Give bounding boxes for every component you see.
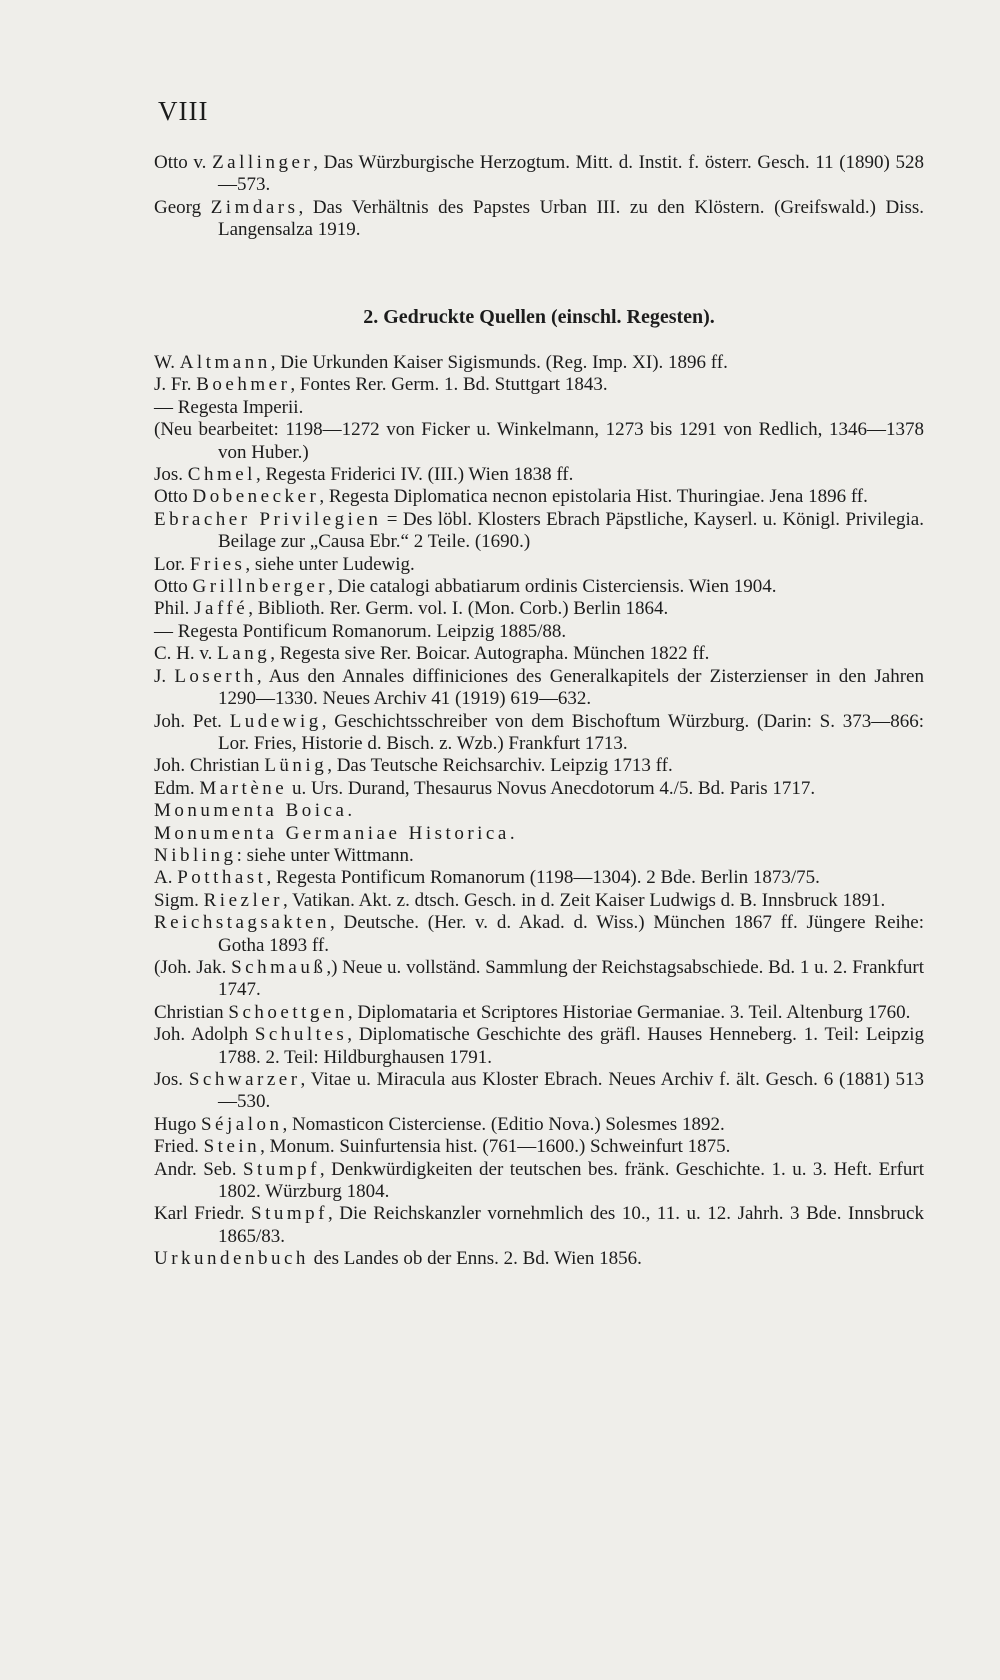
entry-text: , Diplomataria et Scriptores Historiae Germaniae. 3. Teil. Altenburg 1760.: [347, 1001, 911, 1023]
bibliography-entry: [154, 397, 924, 419]
printed-sources-list: [154, 352, 924, 1271]
entry-text: : siehe unter Wittmann.: [236, 844, 414, 866]
bibliography-entry: [154, 598, 924, 620]
entry-author: Grillnberger: [192, 576, 329, 598]
entry-text: = Des löbl. Klosters Ebrach Päpstliche, Kayserl. u. Königl. Privilegia. Beilage zur „Causa Ebr.“ 2 Teile. (1690.): [218, 508, 924, 553]
entry-prefix: Lor.: [154, 553, 190, 575]
entry-author: Lünig: [264, 755, 328, 777]
bibliography-entry: [154, 890, 924, 912]
entry-author: Fries: [189, 553, 246, 575]
entry-text: .: [347, 800, 353, 822]
entry-prefix: Phil.: [154, 598, 195, 620]
entry-prefix: Andr. Seb.: [154, 1158, 243, 1180]
entry-author: Jaffé: [194, 598, 249, 620]
entry-author: Monumenta Boica: [154, 800, 348, 822]
section-heading: 2. Gedruckte Quellen (einschl. Regesten).: [363, 306, 715, 328]
entry-author: Stumpf: [251, 1203, 328, 1225]
entry-author: Séjalon: [200, 1113, 283, 1135]
bibliography-continued: [154, 152, 924, 242]
entry-prefix: J.: [154, 665, 175, 687]
entry-author: Martène: [199, 777, 288, 799]
entry-prefix: Sigm.: [154, 889, 204, 911]
entry-author: Schmauß: [231, 956, 327, 978]
bibliography-entry: [154, 197, 924, 242]
entry-author: Nibling: [154, 844, 237, 866]
bibliography-entry: [154, 509, 924, 554]
bibliography-entry: [154, 1159, 924, 1204]
entry-text: , Regesta Friderici IV. (III.) Wien 1838 ff.: [255, 464, 574, 486]
entry-text: , Fontes Rer. Germ. 1. Bd. Stuttgart 1843.: [290, 374, 608, 396]
entry-author: Loserth: [174, 665, 257, 687]
entry-text: , Nomasticon Cisterciense. (Editio Nova.) Solesmes 1892.: [282, 1113, 725, 1135]
bibliography-entry: [154, 374, 924, 396]
entry-text: , siehe unter Ludewig.: [245, 553, 415, 575]
entry-prefix: Fried.: [154, 1136, 204, 1158]
entry-prefix: C. H. v.: [154, 643, 218, 665]
entry-prefix: Edm.: [154, 777, 200, 799]
entry-author: Monumenta Germaniae Historica: [154, 822, 510, 844]
entry-prefix: J. Fr.: [154, 374, 197, 396]
bibliography-entry: [154, 1136, 924, 1158]
entry-text: , Regesta Diplomatica necnon epistolaria Hist. Thuringiae. Jena 1896 ff.: [319, 486, 868, 508]
entry-author: Ebracher Privilegien: [154, 508, 382, 530]
bibliography-entry: [154, 554, 924, 576]
entry-text: , Regesta sive Rer. Boicar. Autographa. München 1822 ff.: [270, 643, 710, 665]
entry-text: , Regesta Pontificum Romanorum (1198—1304). 2 Bde. Berlin 1873/75.: [266, 867, 820, 889]
page-number: VIII: [158, 96, 209, 126]
entry-prefix: Otto: [154, 576, 193, 598]
bibliography-entry: [154, 755, 924, 777]
entry-author: Zimdars: [210, 196, 299, 218]
entry-text: , Die Reichskanzler vornehmlich des 10., 11. u. 12. Jahrh. 3 Bde. Innsbruck 1865/83.: [218, 1203, 924, 1247]
entry-text: u. Urs. Durand, Thesaurus Novus Anecdotorum 4./5. Bd. Paris 1717.: [287, 777, 816, 799]
entry-text: , Diplomatische Geschichte des gräfl. Hauses Henneberg. 1. Teil: Leipzig 1788. 2. Teil: Hildburghausen 1791.: [218, 1024, 924, 1068]
entry-author: Riezler: [203, 889, 283, 911]
entry-text: , Geschichtsschreiber von dem Bischoftum Würzburg. (Darin: S. 373—866: Lor. Fries, Historie d. Bisch. z. Wzb.) Frankfurt 1713.: [218, 710, 924, 754]
bibliography-entry: [154, 823, 924, 845]
entry-text: — Regesta Imperii.: [154, 396, 304, 418]
entry-author: Stumpf: [242, 1158, 320, 1180]
bibliography-entry: [154, 912, 924, 957]
bibliography-entry: [154, 576, 924, 598]
bibliography-entry: [154, 666, 924, 711]
entry-text: , Die Urkunden Kaiser Sigismunds. (Reg. Imp. XI). 1896 ff.: [270, 352, 728, 373]
bibliography-entry: [154, 1069, 924, 1114]
entry-text: des Landes ob der Enns. 2. Bd. Wien 1856.: [308, 1248, 642, 1270]
entry-prefix: Christian: [154, 1001, 229, 1023]
entry-author: Altmann: [179, 352, 271, 373]
entry-text: .: [509, 822, 515, 844]
bibliography-entry: [154, 867, 924, 889]
bibliography-entry: [154, 1024, 924, 1069]
entry-text: — Regesta Pontificum Romanorum. Leipzig 1885/88.: [154, 620, 567, 642]
entry-author: Schoettgen: [228, 1001, 348, 1023]
entry-text: , Monum. Suinfurtensia hist. (761—1600.) Schweinfurt 1875.: [260, 1136, 731, 1158]
entry-author: Boehmer: [196, 374, 291, 396]
entry-prefix: Joh. Pet.: [154, 710, 230, 732]
bibliography-entry: [154, 1002, 924, 1024]
entry-prefix: (Joh. Jak.: [154, 956, 232, 978]
entry-text: ,) Neue u. vollständ. Sammlung der Reichstagsabschiede. Bd. 1 u. 2. Frankfurt 1747.: [218, 956, 924, 1001]
bibliography-entry: [154, 845, 924, 867]
entry-author: Reichstagsakten: [154, 912, 330, 934]
entry-author: Schultes: [254, 1024, 348, 1046]
bibliography-entry: [154, 711, 924, 756]
entry-text: , Das Verhältnis des Papstes Urban III. zu den Klöstern. (Greifswald.) Diss. Langensalza 1919.: [218, 196, 924, 241]
entry-prefix: Georg: [154, 196, 211, 218]
bibliography-entry: [154, 486, 924, 508]
entry-author: Schwarzer: [188, 1069, 301, 1090]
bibliography-entry: [154, 352, 924, 374]
entry-author: Urkundenbuch: [154, 1248, 309, 1270]
entry-prefix: Joh. Christian: [154, 755, 265, 777]
entry-text: , Das Würzburgische Herzogtum. Mitt. d. Instit. f. österr. Gesch. 11 (1890) 528—573.: [218, 152, 925, 196]
entry-prefix: Otto v.: [154, 152, 213, 173]
entry-author: Zallinger: [212, 152, 314, 173]
bibliography-entry: [154, 1248, 924, 1270]
entry-prefix: Hugo: [154, 1113, 201, 1135]
bibliography-entry: [154, 621, 924, 643]
bibliography-entry: [154, 957, 924, 1002]
bibliography-entry: [154, 152, 924, 197]
entry-prefix: W.: [154, 352, 180, 373]
entry-text: , Aus den Annales diffiniciones des Generalkapitels der Zisterzienser in den Jahren 1290—1330. Neues Archiv 41 (1919) 619—632.: [218, 665, 924, 710]
entry-text: , Deutsche. (Her. v. d. Akad. d. Wiss.) München 1867 ff. Jüngere Reihe: Gotha 1893 ff.: [218, 912, 924, 956]
entry-text: , Vatikan. Akt. z. dtsch. Gesch. in d. Zeit Kaiser Ludwigs d. B. Innsbruck 1891.: [282, 889, 886, 911]
entry-author: Lang: [217, 643, 271, 665]
entry-text: , Die catalogi abbatiarum ordinis Cisterciensis. Wien 1904.: [328, 576, 777, 598]
bibliography-entry: [154, 643, 924, 665]
bibliography-entry: [154, 1203, 924, 1248]
entry-prefix: Jos.: [154, 1069, 189, 1090]
bibliography-entry: [154, 778, 924, 800]
entry-prefix: Joh. Adolph: [154, 1024, 255, 1046]
bibliography-entry: [154, 800, 924, 822]
entry-text: , Denkwürdigkeiten der teutschen bes. fränk. Geschichte. 1. u. 3. Heft. Erfurt 1802. Würzburg 1804.: [218, 1158, 924, 1203]
entry-author: Chmel: [187, 464, 256, 486]
entry-text: , Das Teutsche Reichsarchiv. Leipzig 1713 ff.: [327, 755, 673, 777]
bibliography-entry: [154, 419, 924, 464]
entry-author: Stein: [203, 1136, 261, 1158]
entry-prefix: A.: [154, 867, 178, 889]
bibliography-entry: [154, 1114, 924, 1136]
entry-text: , Vitae u. Miracula aus Kloster Ebrach. Neues Archiv f. ält. Gesch. 6 (1881) 513—530.: [218, 1069, 924, 1113]
bibliography-entry: [154, 464, 924, 486]
entry-prefix: Otto: [154, 486, 193, 508]
entry-text: , Biblioth. Rer. Germ. vol. I. (Mon. Corb.) Berlin 1864.: [248, 598, 669, 620]
entry-author: Potthast: [177, 867, 267, 889]
entry-author: Ludewig: [229, 710, 322, 732]
entry-prefix: Karl Friedr.: [154, 1203, 251, 1225]
entry-text: (Neu bearbeitet: 1198—1272 von Ficker u. Winkelmann, 1273 bis 1291 von Redlich, 1346—1378 von Huber.): [154, 419, 924, 463]
entry-author: Dobenecker: [192, 486, 320, 508]
entry-prefix: Jos.: [154, 464, 188, 486]
